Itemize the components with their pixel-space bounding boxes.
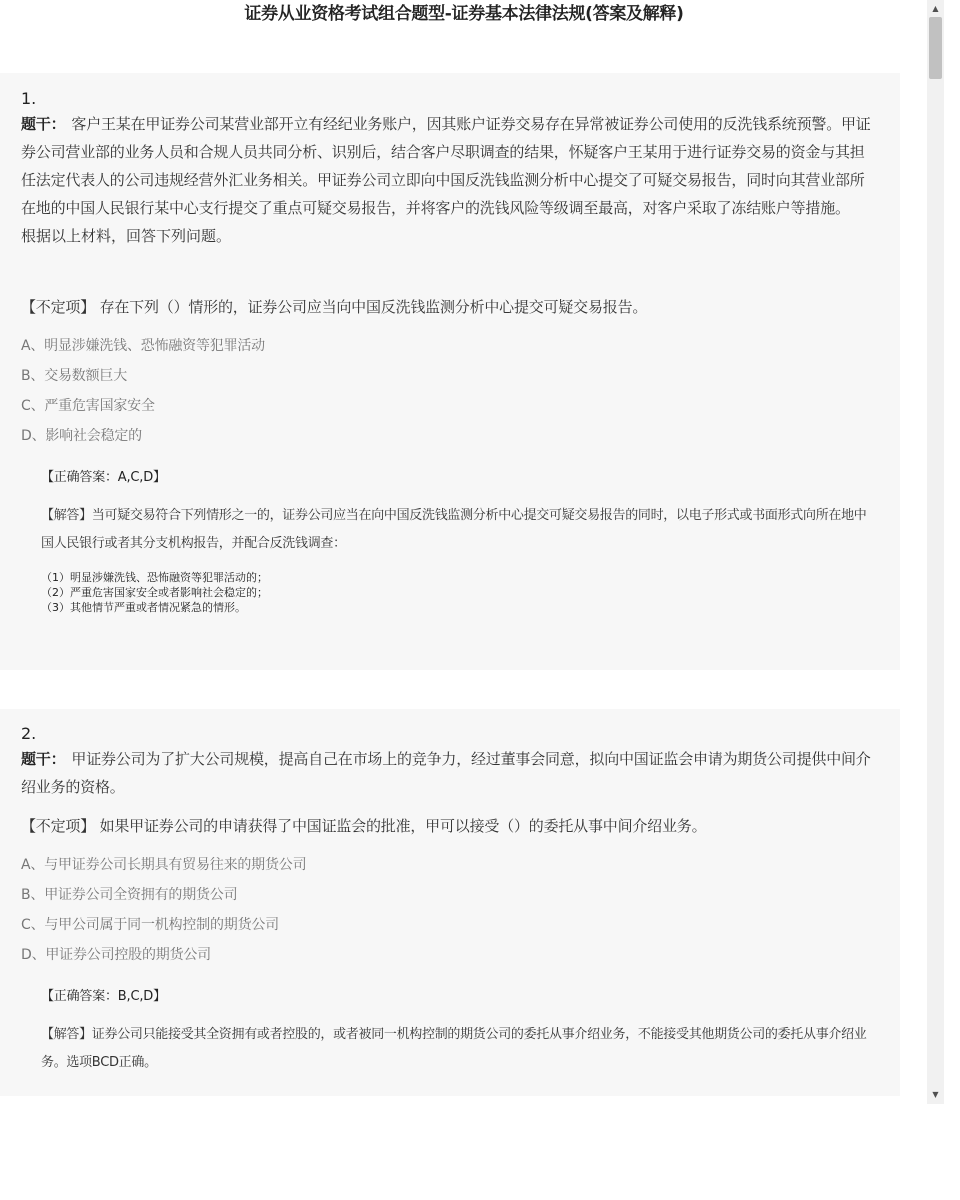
stem-label: 题干： — [21, 115, 66, 133]
option-list — [21, 850, 879, 970]
question-prompt: 【不定项】 如果甲证券公司的申请获得了中国证监会的批准，甲可以接受（）的委托从事中间介绍业务。 — [21, 817, 707, 835]
vertical-scrollbar[interactable] — [927, 0, 944, 1104]
option-c[interactable]: C、严重危害国家安全 — [21, 398, 155, 414]
scroll-thumb[interactable] — [929, 17, 942, 79]
answer-section — [41, 987, 879, 1077]
explanation-list — [41, 570, 879, 615]
scroll-down-arrow-icon[interactable]: ▼ — [932, 1090, 939, 1099]
option-d[interactable]: D、影响社会稳定的 — [21, 428, 142, 444]
option-c[interactable]: C、与甲公司属于同一机构控制的期货公司 — [21, 917, 279, 933]
option-d[interactable]: D、甲证券公司控股的期货公司 — [21, 947, 211, 963]
answer-section — [41, 468, 879, 615]
stem-label: 题干： — [21, 750, 66, 768]
explanation-item: （1）明显涉嫌洗钱、恐怖融资等犯罪活动的； — [41, 571, 268, 584]
explanation: 【解答】当可疑交易符合下列情形之一的，证券公司应当在向中国反洗钱监测分析中心提交可疑交易报告的同时，以电子形式或书面形式向所在地中国人民银行或者其分支机构报告，并配合反洗钱调查： — [41, 508, 867, 551]
option-b[interactable]: B、交易数额巨大 — [21, 368, 128, 384]
correct-answer: 【正确答案：A,C,D】 — [41, 470, 166, 485]
question-card — [0, 73, 900, 670]
option-a[interactable]: A、与甲证券公司长期具有贸易往来的期货公司 — [21, 857, 307, 873]
question-stem — [21, 745, 879, 801]
scroll-up-arrow-icon[interactable]: ▲ — [932, 4, 939, 13]
stem-text: 甲证券公司为了扩大公司规模，提高自己在市场上的竞争力，经过董事会同意，拟向中国证监会申请为期货公司提供中间介绍业务的资格。 — [21, 750, 871, 796]
question-number: 2. — [21, 724, 37, 743]
explanation: 【解答】证券公司只能接受其全资拥有或者控股的，或者被同一机构控制的期货公司的委托从事介绍业务，不能接受其他期货公司的委托从事介绍业务。选项BCD正确。 — [41, 1027, 867, 1070]
explanation-item: （3）其他情节严重或者情况紧急的情形。 — [41, 601, 246, 614]
page-title: 证券从业资格考试组合题型-证券基本法律法规(答案及解释) — [244, 4, 684, 24]
question-card — [0, 709, 900, 1096]
stem-text: 客户王某在甲证券公司某营业部开立有经纪业务账户，因其账户证券交易存在异常被证券公司使用的反洗钱系统预警。甲证券公司营业部的业务人员和合规人员共同分析、识别后，结合客户尽职调查的结果，怀疑客户王某用于进行证券交易的资金与其担任法定代表人的公司违规经营外汇业务相关。甲证券公司立即向中国反洗钱监测分析中心提交了可疑交易报告，同时向其营业部所在地的中国人民银行某中心支行提交了重点可疑交易报告，并将客户的洗钱风险等级调至最高，对客户采取了冻结账户等措施。 — [21, 115, 871, 217]
material-note: 根据以上材料，回答下列问题。 — [21, 227, 232, 245]
option-a[interactable]: A、明显涉嫌洗钱、恐怖融资等犯罪活动 — [21, 338, 265, 354]
option-b[interactable]: B、甲证券公司全资拥有的期货公司 — [21, 887, 238, 903]
question-number: 1. — [21, 89, 37, 108]
correct-answer: 【正确答案：B,C,D】 — [41, 989, 166, 1004]
question-stem — [21, 110, 879, 222]
option-list — [21, 331, 879, 451]
explanation-item: （2）严重危害国家安全或者影响社会稳定的； — [41, 586, 268, 599]
question-prompt: 【不定项】 存在下列（）情形的，证券公司应当向中国反洗钱监测分析中心提交可疑交易报告。 — [21, 298, 648, 316]
